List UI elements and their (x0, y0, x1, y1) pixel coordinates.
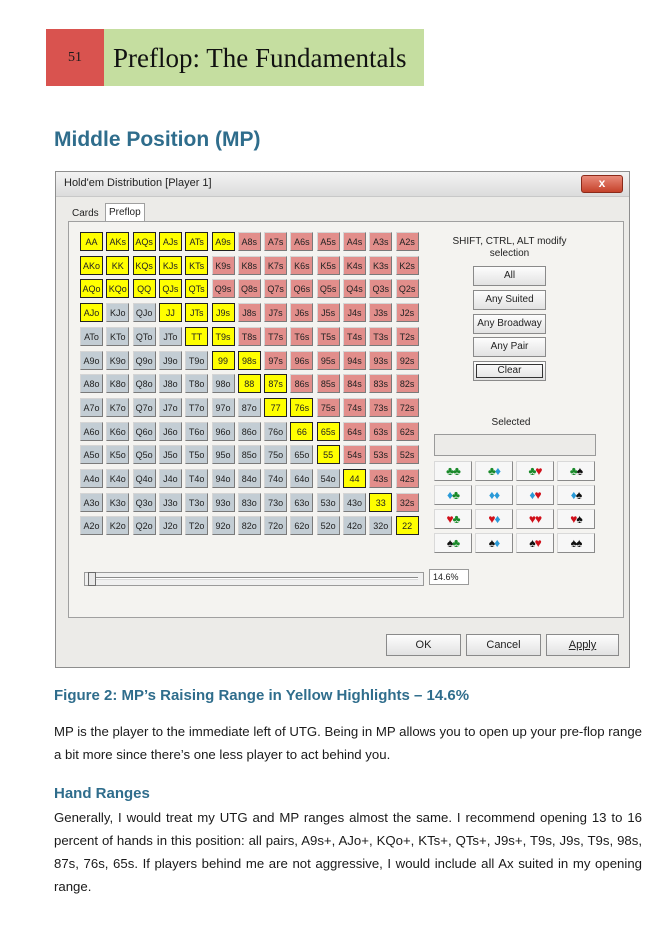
hand-cell-T8s[interactable]: T8s (238, 327, 261, 346)
spade-icon: ♠ (576, 536, 582, 550)
hand-cell-A6o[interactable]: A6o (80, 422, 103, 441)
hand-cell-T2s[interactable]: T2s (396, 327, 419, 346)
diamond-icon: ♦ (494, 464, 500, 478)
hand-cell-AA[interactable]: AA (80, 232, 103, 251)
suit-combo-spade-club[interactable] (434, 533, 472, 553)
suit-combo-heart-heart[interactable] (516, 509, 554, 529)
hand-cell-74o[interactable]: 74o (264, 469, 287, 488)
spade-icon: ♠ (529, 536, 535, 550)
hand-cell-JJ[interactable]: JJ (159, 303, 182, 322)
holdem-distribution-window (55, 171, 630, 668)
hand-cell-QJs[interactable]: QJs (159, 279, 182, 298)
hand-cell-QQ[interactable]: QQ (133, 279, 156, 298)
suit-combo-heart-diamond[interactable] (475, 509, 513, 529)
suit-combo-club-heart[interactable] (516, 461, 554, 481)
hand-cell-93o[interactable]: 93o (212, 493, 235, 512)
chapter-title: Preflop: The Fundamentals (104, 29, 424, 86)
diamond-icon: ♦ (529, 488, 535, 502)
hand-cell-Q7o[interactable]: Q7o (133, 398, 156, 417)
hand-cell-42s[interactable]: 42s (396, 469, 419, 488)
hand-cell-K8s[interactable]: K8s (238, 256, 261, 275)
hand-cell-T3o[interactable]: T3o (185, 493, 208, 512)
hand-cell-AQs[interactable]: AQs (133, 232, 156, 251)
suit-combo-diamond-heart[interactable] (516, 485, 554, 505)
hand-cell-K2o[interactable]: K2o (106, 516, 129, 535)
close-icon[interactable]: x (581, 175, 623, 193)
hand-cell-K7o[interactable]: K7o (106, 398, 129, 417)
hand-cell-J5s[interactable]: J5s (317, 303, 340, 322)
suit-combo-club-club[interactable] (434, 461, 472, 481)
figure-caption: Figure 2: MP’s Raising Range in Yellow Highlights – 14.6% (54, 687, 470, 704)
hand-cell-AKs[interactable]: AKs (106, 232, 129, 251)
hand-cell-52s[interactable]: 52s (396, 445, 419, 464)
hand-cell-ATo[interactable]: ATo (80, 327, 103, 346)
hand-cell-88[interactable]: 88 (238, 374, 261, 393)
suit-combo-spade-diamond[interactable] (475, 533, 513, 553)
hand-cell-92s[interactable]: 92s (396, 351, 419, 370)
suit-combo-club-spade[interactable] (557, 461, 595, 481)
hand-cell-Q2o[interactable]: Q2o (133, 516, 156, 535)
spade-icon: ♠ (488, 536, 495, 550)
hand-cell-43s[interactable]: 43s (369, 469, 392, 488)
hand-cell-T6o[interactable]: T6o (185, 422, 208, 441)
hand-cell-A5s[interactable]: A5s (317, 232, 340, 251)
spade-icon: ♠ (576, 464, 583, 478)
hand-cell-Q8o[interactable]: Q8o (133, 374, 156, 393)
hand-cell-65o[interactable]: 65o (290, 445, 313, 464)
hand-cell-63o[interactable]: 63o (290, 493, 313, 512)
hand-cell-82o[interactable]: 82o (238, 516, 261, 535)
hand-cell-K2s[interactable]: K2s (396, 256, 419, 275)
hand-cell-84s[interactable]: 84s (343, 374, 366, 393)
hand-cell-75o[interactable]: 75o (264, 445, 287, 464)
hand-cell-A4s[interactable]: A4s (343, 232, 366, 251)
all-button[interactable]: All (473, 266, 546, 286)
diamond-icon: ♦ (488, 488, 494, 502)
diamond-icon: ♦ (494, 536, 500, 550)
hand-cell-62o[interactable]: 62o (290, 516, 313, 535)
hand-cell-22[interactable]: 22 (396, 516, 419, 535)
hand-cell-Q5s[interactable]: Q5s (317, 279, 340, 298)
hand-cell-A6s[interactable]: A6s (290, 232, 313, 251)
hand-cell-87o[interactable]: 87o (238, 398, 261, 417)
hand-cell-94s[interactable]: 94s (343, 351, 366, 370)
hand-cell-K4o[interactable]: K4o (106, 469, 129, 488)
hand-cell-86o[interactable]: 86o (238, 422, 261, 441)
diamond-icon: ♦ (447, 488, 453, 502)
hand-cell-A3s[interactable]: A3s (369, 232, 392, 251)
suit-combo-club-diamond[interactable] (475, 461, 513, 481)
hand-cell-K3o[interactable]: K3o (106, 493, 129, 512)
ok-button[interactable]: OK (386, 634, 461, 656)
hand-cell-AKo[interactable]: AKo (80, 256, 103, 275)
slider-rail (90, 577, 418, 580)
hand-cell-76s[interactable]: 76s (290, 398, 313, 417)
hand-cell-A7o[interactable]: A7o (80, 398, 103, 417)
cancel-button[interactable]: Cancel (466, 634, 541, 656)
hand-cell-96s[interactable]: 96s (290, 351, 313, 370)
hand-cell-A2s[interactable]: A2s (396, 232, 419, 251)
hand-cell-A5o[interactable]: A5o (80, 445, 103, 464)
hand-cell-J3o[interactable]: J3o (159, 493, 182, 512)
any-pair-button[interactable]: Any Pair (473, 337, 546, 357)
hand-cell-KQs[interactable]: KQs (133, 256, 156, 275)
hand-cell-Q4o[interactable]: Q4o (133, 469, 156, 488)
hand-cell-J2s[interactable]: J2s (396, 303, 419, 322)
hand-cell-KTs[interactable]: KTs (185, 256, 208, 275)
hand-cell-T2o[interactable]: T2o (185, 516, 208, 535)
modifier-hint: SHIFT, CTRL, ALT modify selection (452, 236, 567, 259)
any-broadway-button[interactable]: Any Broadway (473, 314, 546, 334)
hand-cell-T7o[interactable]: T7o (185, 398, 208, 417)
heart-icon: ♥ (534, 488, 541, 502)
hand-cell-KJs[interactable]: KJs (159, 256, 182, 275)
suit-combo-diamond-club[interactable] (434, 485, 472, 505)
hand-cell-64o[interactable]: 64o (290, 469, 313, 488)
hand-cell-Q3o[interactable]: Q3o (133, 493, 156, 512)
heart-icon: ♥ (535, 464, 542, 478)
diamond-icon: ♦ (494, 512, 500, 526)
hand-cell-T6s[interactable]: T6s (290, 327, 313, 346)
hand-cell-QJo[interactable]: QJo (133, 303, 156, 322)
spade-icon: ♠ (576, 512, 582, 526)
hand-cell-77[interactable]: 77 (264, 398, 287, 417)
hand-cell-Q6o[interactable]: Q6o (133, 422, 156, 441)
paragraph-hand-ranges: Generally, I would treat my UTG and MP ranges almost the same. I recommend opening 13 to 16 percent of hands in this position: all pairs, A9s+, AJo+, KQo+, KTs+, QTs+, J9s+, T9s, J9s, T9s, 98s, 87s, 76s, 65s. If players behind me are not aggressive, I would include all Ax suited in my opening range. (54, 810, 642, 894)
hand-cell-T5s[interactable]: T5s (317, 327, 340, 346)
hand-cell-99[interactable]: 99 (212, 351, 235, 370)
hand-cell-83o[interactable]: 83o (238, 493, 261, 512)
hand-cell-93s[interactable]: 93s (369, 351, 392, 370)
hand-cell-K7s[interactable]: K7s (264, 256, 287, 275)
hand-cell-97o[interactable]: 97o (212, 398, 235, 417)
suit-combo-diamond-diamond[interactable] (475, 485, 513, 505)
hand-cell-J6s[interactable]: J6s (290, 303, 313, 322)
hand-cell-T9o[interactable]: T9o (185, 351, 208, 370)
club-icon: ♣ (452, 512, 460, 526)
hand-cell-J7s[interactable]: J7s (264, 303, 287, 322)
hand-cell-J7o[interactable]: J7o (159, 398, 182, 417)
hand-cell-J8s[interactable]: J8s (238, 303, 261, 322)
hand-cell-75s[interactable]: 75s (317, 398, 340, 417)
hand-cell-63s[interactable]: 63s (369, 422, 392, 441)
any-suited-button[interactable]: Any Suited (473, 290, 546, 310)
selected-hands-box (434, 434, 596, 456)
diamond-icon: ♦ (494, 488, 500, 502)
hand-cell-74s[interactable]: 74s (343, 398, 366, 417)
diamond-icon: ♦ (570, 488, 576, 502)
hand-cell-KK[interactable]: KK (106, 256, 129, 275)
hand-cell-54s[interactable]: 54s (343, 445, 366, 464)
hand-cell-K9o[interactable]: K9o (106, 351, 129, 370)
hand-cell-Q4s[interactable]: Q4s (343, 279, 366, 298)
hand-cell-Q2s[interactable]: Q2s (396, 279, 419, 298)
hand-cell-J4s[interactable]: J4s (343, 303, 366, 322)
hand-cell-JTo[interactable]: JTo (159, 327, 182, 346)
spade-icon: ♠ (575, 488, 582, 502)
heart-icon: ♥ (534, 536, 541, 550)
hand-cell-54o[interactable]: 54o (317, 469, 340, 488)
hand-cell-94o[interactable]: 94o (212, 469, 235, 488)
hand-cell-T7s[interactable]: T7s (264, 327, 287, 346)
hand-cell-J6o[interactable]: J6o (159, 422, 182, 441)
hand-cell-95o[interactable]: 95o (212, 445, 235, 464)
heart-icon: ♥ (535, 512, 542, 526)
hand-cell-44[interactable]: 44 (343, 469, 366, 488)
hand-cell-Q7s[interactable]: Q7s (264, 279, 287, 298)
hand-cell-K3s[interactable]: K3s (369, 256, 392, 275)
club-icon: ♣ (528, 464, 536, 478)
heart-icon: ♥ (446, 512, 453, 526)
hand-cell-A4o[interactable]: A4o (80, 469, 103, 488)
hand-cell-J4o[interactable]: J4o (159, 469, 182, 488)
hand-cell-AJs[interactable]: AJs (159, 232, 182, 251)
range-percent: 14.6% (429, 569, 469, 585)
hand-cell-83s[interactable]: 83s (369, 374, 392, 393)
club-icon: ♣ (452, 536, 460, 550)
hand-cell-K9s[interactable]: K9s (212, 256, 235, 275)
spade-icon: ♠ (446, 536, 453, 550)
selected-label: Selected (491, 417, 531, 428)
hand-cell-85o[interactable]: 85o (238, 445, 261, 464)
apply-button[interactable]: Apply (546, 634, 619, 656)
heart-icon: ♥ (570, 512, 577, 526)
hand-cell-52o[interactable]: 52o (317, 516, 340, 535)
hand-cell-JTs[interactable]: JTs (185, 303, 208, 322)
hand-cell-QTo[interactable]: QTo (133, 327, 156, 346)
hand-cell-A9o[interactable]: A9o (80, 351, 103, 370)
hand-cell-66[interactable]: 66 (290, 422, 313, 441)
hand-cell-K5s[interactable]: K5s (317, 256, 340, 275)
hand-cell-65s[interactable]: 65s (317, 422, 340, 441)
heart-icon: ♥ (488, 512, 495, 526)
hand-cell-KTo[interactable]: KTo (106, 327, 129, 346)
hand-cell-KJo[interactable]: KJo (106, 303, 129, 322)
club-icon: ♣ (488, 464, 495, 478)
tab-preflop[interactable]: Preflop (105, 203, 145, 222)
hand-cell-32o[interactable]: 32o (369, 516, 392, 535)
hand-cell-J2o[interactable]: J2o (159, 516, 182, 535)
hand-cell-K6s[interactable]: K6s (290, 256, 313, 275)
hand-cell-73o[interactable]: 73o (264, 493, 287, 512)
hand-cell-K6o[interactable]: K6o (106, 422, 129, 441)
hand-cell-86s[interactable]: 86s (290, 374, 313, 393)
page-header (46, 29, 424, 86)
hand-cell-92o[interactable]: 92o (212, 516, 235, 535)
hand-cell-95s[interactable]: 95s (317, 351, 340, 370)
suit-combo-heart-spade[interactable] (557, 509, 595, 529)
hand-cell-32s[interactable]: 32s (396, 493, 419, 512)
hand-cell-K5o[interactable]: K5o (106, 445, 129, 464)
club-icon: ♣ (452, 488, 459, 502)
hand-cell-53o[interactable]: 53o (317, 493, 340, 512)
hand-cell-T3s[interactable]: T3s (369, 327, 392, 346)
hand-cell-64s[interactable]: 64s (343, 422, 366, 441)
heart-icon: ♥ (528, 512, 535, 526)
hand-cell-43o[interactable]: 43o (343, 493, 366, 512)
hand-cell-A8s[interactable]: A8s (238, 232, 261, 251)
paragraph-mp: MP is the player to the immediate left of UTG. Being in MP allows you to open up your pre-flop range a bit more since there’s one less player to act behind you. (54, 724, 642, 762)
hand-cell-82s[interactable]: 82s (396, 374, 419, 393)
hand-cell-A3o[interactable]: A3o (80, 493, 103, 512)
hand-cell-A8o[interactable]: A8o (80, 374, 103, 393)
hand-cell-73s[interactable]: 73s (369, 398, 392, 417)
subheading-hand-ranges: Hand Ranges (54, 785, 150, 802)
hand-cell-53s[interactable]: 53s (369, 445, 392, 464)
hand-cell-85s[interactable]: 85s (317, 374, 340, 393)
hand-cell-T8o[interactable]: T8o (185, 374, 208, 393)
hand-cell-T5o[interactable]: T5o (185, 445, 208, 464)
hand-cell-J3s[interactable]: J3s (369, 303, 392, 322)
tab-cards[interactable]: Cards (72, 208, 99, 219)
hand-cell-A2o[interactable]: A2o (80, 516, 103, 535)
hand-cell-A7s[interactable]: A7s (264, 232, 287, 251)
hand-cell-J5o[interactable]: J5o (159, 445, 182, 464)
hand-cell-76o[interactable]: 76o (264, 422, 287, 441)
hand-cell-J9s[interactable]: J9s (212, 303, 235, 322)
hand-cell-J8o[interactable]: J8o (159, 374, 182, 393)
hand-cell-KQo[interactable]: KQo (106, 279, 129, 298)
hand-cell-Q9s[interactable]: Q9s (212, 279, 235, 298)
hand-cell-T4s[interactable]: T4s (343, 327, 366, 346)
window-title: Hold'em Distribution [Player 1] (64, 177, 212, 189)
hand-cell-K8o[interactable]: K8o (106, 374, 129, 393)
hand-cell-33[interactable]: 33 (369, 493, 392, 512)
hand-cell-T9s[interactable]: T9s (212, 327, 235, 346)
hand-cell-J9o[interactable]: J9o (159, 351, 182, 370)
window-titlebar (56, 172, 629, 197)
hand-cell-62s[interactable]: 62s (396, 422, 419, 441)
hand-cell-Q6s[interactable]: Q6s (290, 279, 313, 298)
hand-cell-72o[interactable]: 72o (264, 516, 287, 535)
hand-cell-84o[interactable]: 84o (238, 469, 261, 488)
suit-combo-diamond-spade[interactable] (557, 485, 595, 505)
hand-cell-96o[interactable]: 96o (212, 422, 235, 441)
clear-button[interactable]: Clear (473, 361, 546, 381)
hand-cell-TT[interactable]: TT (185, 327, 208, 346)
hand-cell-98o[interactable]: 98o (212, 374, 235, 393)
hand-cell-Q5o[interactable]: Q5o (133, 445, 156, 464)
hand-cell-AQo[interactable]: AQo (80, 279, 103, 298)
hand-cell-Q9o[interactable]: Q9o (133, 351, 156, 370)
club-icon: ♣ (453, 464, 460, 478)
hand-cell-QTs[interactable]: QTs (185, 279, 208, 298)
hand-cell-42o[interactable]: 42o (343, 516, 366, 535)
hand-cell-T4o[interactable]: T4o (185, 469, 208, 488)
hand-cell-A9s[interactable]: A9s (212, 232, 235, 251)
page-number: 51 (46, 29, 104, 86)
spade-icon: ♠ (570, 536, 576, 550)
hand-cell-AJo[interactable]: AJo (80, 303, 103, 322)
club-icon: ♣ (446, 464, 453, 478)
hand-cell-Q8s[interactable]: Q8s (238, 279, 261, 298)
section-title: Middle Position (MP) (54, 128, 261, 151)
club-icon: ♣ (569, 464, 577, 478)
suit-combo-spade-spade[interactable] (557, 533, 595, 553)
suit-combo-spade-heart[interactable] (516, 533, 554, 553)
hand-cell-55[interactable]: 55 (317, 445, 340, 464)
hand-cell-98s[interactable]: 98s (238, 351, 261, 370)
hand-cell-72s[interactable]: 72s (396, 398, 419, 417)
slider-thumb[interactable] (88, 572, 96, 586)
hand-cell-K4s[interactable]: K4s (343, 256, 366, 275)
hand-cell-87s[interactable]: 87s (264, 374, 287, 393)
hand-cell-ATs[interactable]: ATs (185, 232, 208, 251)
suit-combo-heart-club[interactable] (434, 509, 472, 529)
hand-cell-Q3s[interactable]: Q3s (369, 279, 392, 298)
hand-cell-97s[interactable]: 97s (264, 351, 287, 370)
